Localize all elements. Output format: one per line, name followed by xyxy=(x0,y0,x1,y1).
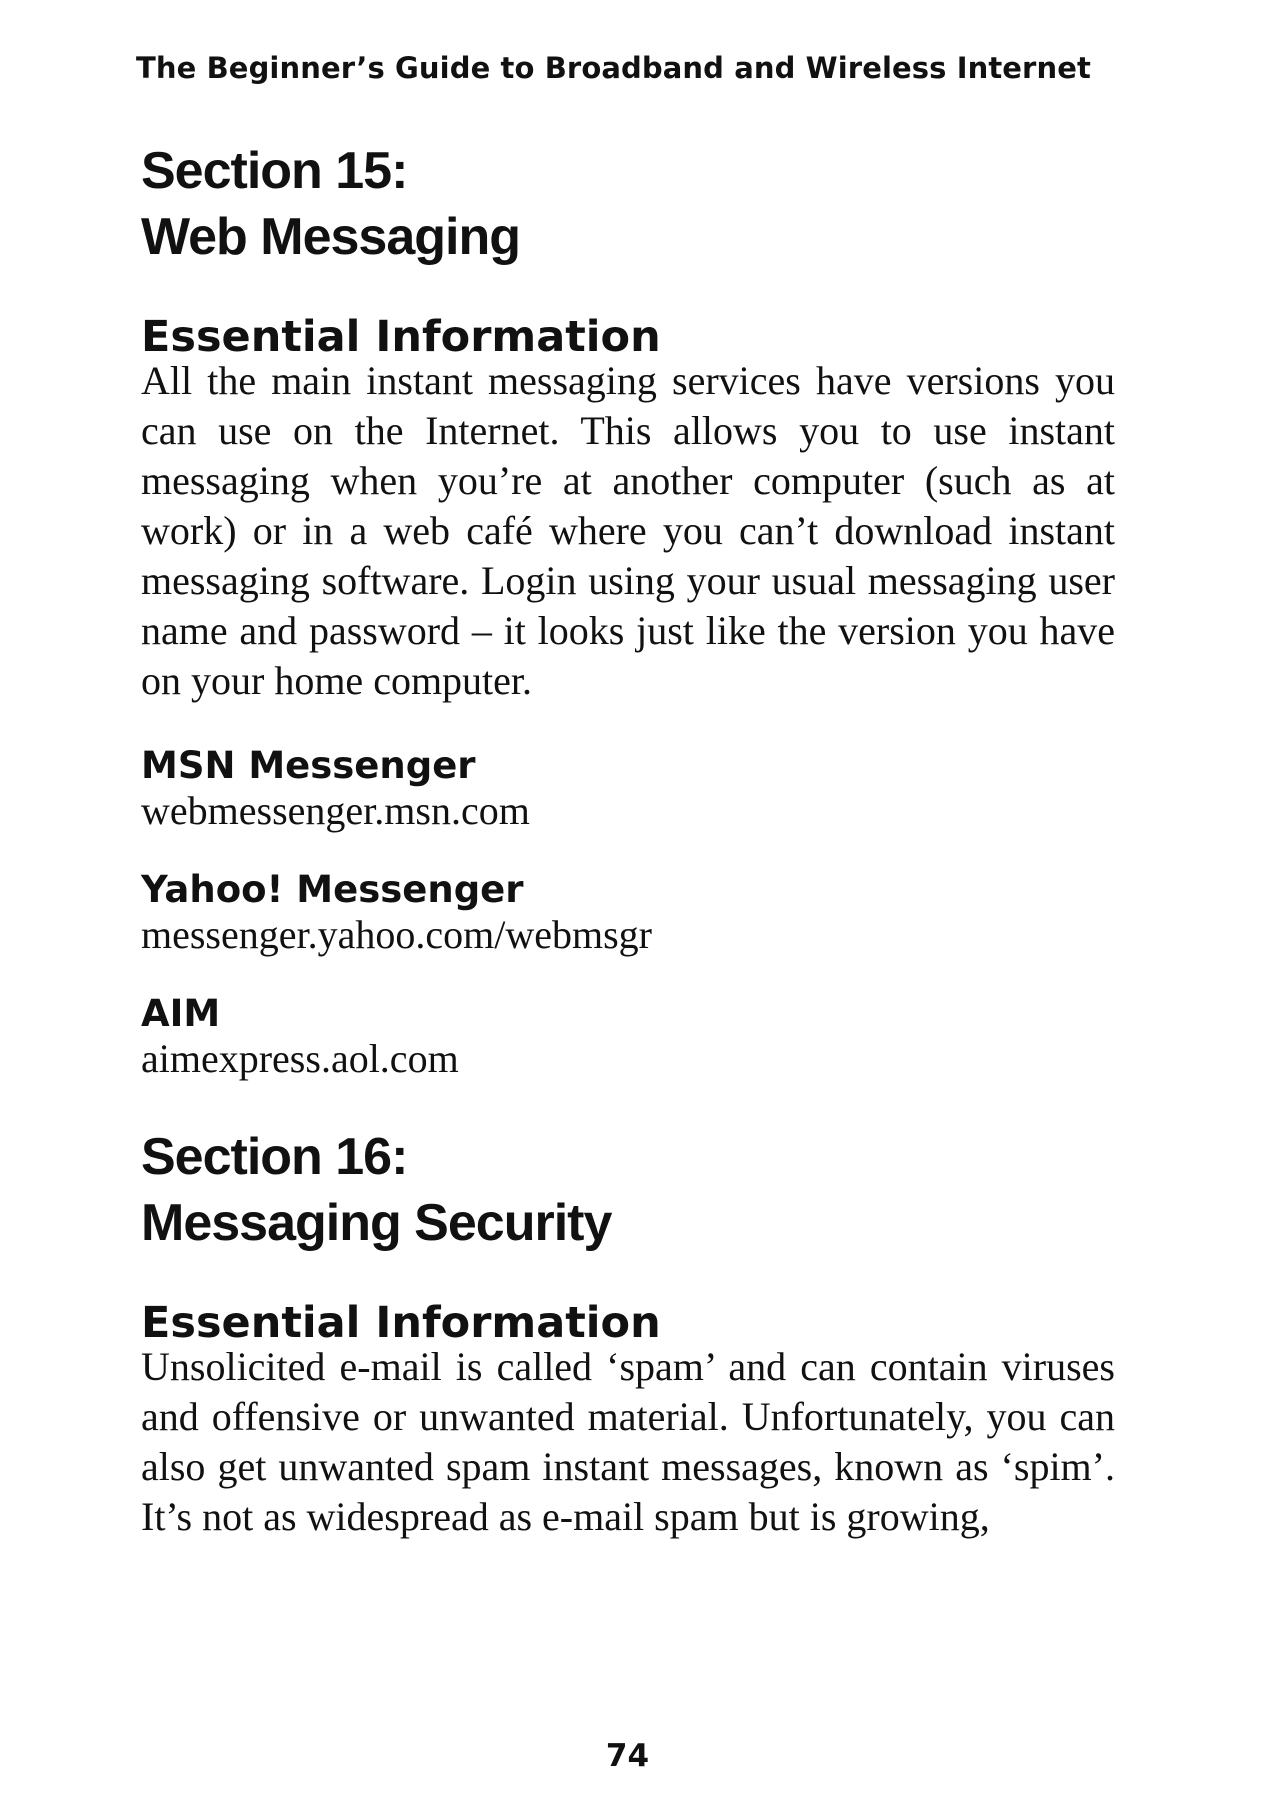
section-16-title xyxy=(141,1124,1115,1256)
section-16-subheading: Essential Information xyxy=(141,1298,661,1348)
service-item-aim xyxy=(141,990,1115,1084)
section-15-title xyxy=(141,138,1115,270)
section-15-subheading: Essential Information xyxy=(141,312,661,362)
service-item-yahoo xyxy=(141,866,1115,960)
section-16-number: Section 16: xyxy=(141,1128,408,1186)
section-16-body: Unsolicited e-mail is called ‘spam’ and can contain viruses and offensive or unwanted material. Unfortunately, you can also get unwanted spam instant messages, known as ‘spim’. It’s not as widespread as e-mail spam but is growing, xyxy=(141,1344,1115,1539)
section-16-name: Messaging Security xyxy=(141,1194,612,1252)
service-item-msn xyxy=(141,742,1115,836)
running-header: The Beginner’s Guide to Broadband and Wireless Internet xyxy=(136,51,1091,85)
service-name: AIM xyxy=(141,992,221,1035)
section-15-body: All the main instant messaging services have versions you can use on the Internet. This allows you to use instant messaging when you’re at another computer (such as at work) or in a web café where you can’t download instant messaging software. Login using your usual messaging user name and password – it looks just like the version you have on your home computer. xyxy=(141,358,1115,703)
service-url: messenger.yahoo.com/webmsgr xyxy=(141,912,652,957)
page-content xyxy=(141,138,1115,1542)
service-list xyxy=(141,742,1115,1084)
page-number: 74 xyxy=(605,1738,650,1774)
service-name: Yahoo! Messenger xyxy=(141,868,524,911)
service-url: aimexpress.aol.com xyxy=(141,1036,459,1081)
service-name: MSN Messenger xyxy=(141,744,476,787)
section-15-name: Web Messaging xyxy=(141,208,521,266)
section-15-number: Section 15: xyxy=(141,142,408,200)
service-url: webmessenger.msn.com xyxy=(141,788,530,833)
